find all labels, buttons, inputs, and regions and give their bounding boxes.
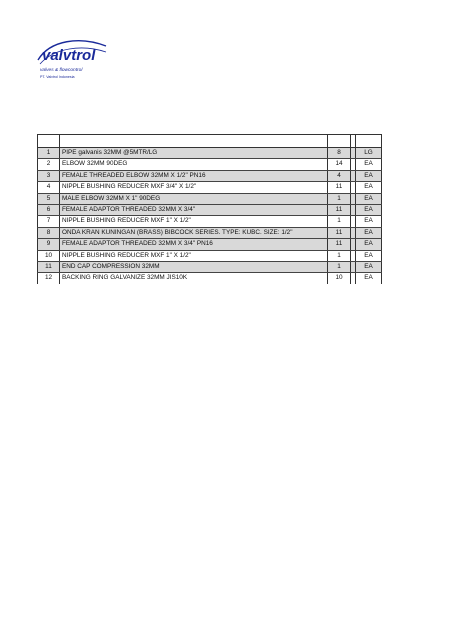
cell-description: ELBOW 32MM 90DEG — [60, 159, 328, 170]
table-row — [38, 148, 382, 159]
items-table — [37, 134, 382, 284]
table-header-row — [38, 135, 382, 148]
cell-quantity: 1 — [328, 250, 351, 261]
cell-unit: EA — [356, 216, 382, 227]
cell-description: NIPPLE BUSHING REDUCER MXF 1" X 1/2" — [60, 250, 328, 261]
valvtrol-logo-mark — [36, 38, 108, 68]
cell-description: MALE ELBOW 32MM X 1" 90DEG — [60, 193, 328, 204]
cell-item-no: 6 — [38, 204, 60, 215]
cell-item-no: 10 — [38, 250, 60, 261]
cell-quantity: 11 — [328, 227, 351, 238]
cell-quantity: 1 — [328, 261, 351, 272]
items-table-body — [38, 135, 382, 284]
header-cell-unit — [356, 135, 382, 148]
company-logo — [36, 38, 108, 86]
cell-description: ONDA KRAN KUNINGAN (BRASS) BIBCOCK SERIES. TYPE: KUBC. SIZE: 1/2" — [60, 227, 328, 238]
table-row — [38, 170, 382, 181]
table-row — [38, 250, 382, 261]
cell-item-no: 8 — [38, 227, 60, 238]
cell-description: BACKING RING GALVANIZE 32MM JIS10K — [60, 273, 328, 284]
table-row — [38, 227, 382, 238]
cell-quantity: 1 — [328, 193, 351, 204]
cell-description: NIPPLE BUSHING REDUCER MXF 3/4" X 1/2" — [60, 182, 328, 193]
cell-quantity: 11 — [328, 239, 351, 250]
cell-unit: EA — [356, 182, 382, 193]
cell-description: END CAP COMPRESSION 32MM — [60, 261, 328, 272]
cell-unit: EA — [356, 193, 382, 204]
logo-company-name: PT. Valvtrol Indonesia — [40, 75, 75, 79]
cell-quantity: 11 — [328, 204, 351, 215]
cell-quantity: 8 — [328, 148, 351, 159]
cell-quantity: 11 — [328, 182, 351, 193]
cell-quantity: 4 — [328, 170, 351, 181]
cell-item-no: 7 — [38, 216, 60, 227]
table-row — [38, 261, 382, 272]
cell-unit: EA — [356, 159, 382, 170]
table-row — [38, 159, 382, 170]
cell-unit: EA — [356, 227, 382, 238]
cell-unit: EA — [356, 273, 382, 284]
table-row — [38, 193, 382, 204]
header-cell-no — [38, 135, 60, 148]
header-cell-description — [60, 135, 328, 148]
table-row — [38, 204, 382, 215]
cell-item-no: 5 — [38, 193, 60, 204]
cell-unit: EA — [356, 170, 382, 181]
table-row — [38, 239, 382, 250]
logo-tagline: valves & flowcontrol — [40, 68, 83, 73]
cell-item-no: 12 — [38, 273, 60, 284]
header-cell-qty — [328, 135, 351, 148]
cell-quantity: 10 — [328, 273, 351, 284]
cell-item-no: 3 — [38, 170, 60, 181]
cell-item-no: 4 — [38, 182, 60, 193]
cell-description: FEMALE ADAPTOR THREADED 32MM X 3/4" PN16 — [60, 239, 328, 250]
table-row — [38, 182, 382, 193]
cell-item-no: 1 — [38, 148, 60, 159]
cell-quantity: 1 — [328, 216, 351, 227]
cell-description: FEMALE THREADED ELBOW 32MM X 1/2" PN16 — [60, 170, 328, 181]
cell-unit: EA — [356, 239, 382, 250]
cell-item-no: 11 — [38, 261, 60, 272]
table-row — [38, 216, 382, 227]
cell-unit: EA — [356, 261, 382, 272]
cell-item-no: 2 — [38, 159, 60, 170]
table-row — [38, 273, 382, 284]
cell-description: FEMALE ADAPTOR THREADED 32MM X 3/4" — [60, 204, 328, 215]
cell-quantity: 14 — [328, 159, 351, 170]
cell-item-no: 9 — [38, 239, 60, 250]
cell-description: PIPE galvanis 32MM @5MTR/LG — [60, 148, 328, 159]
cell-description: NIPPLE BUSHING REDUCER MXF 1" X 1/2" — [60, 216, 328, 227]
logo-brand-text: valvtrol — [42, 47, 96, 64]
cell-unit: LG — [356, 148, 382, 159]
cell-unit: EA — [356, 250, 382, 261]
cell-unit: EA — [356, 204, 382, 215]
